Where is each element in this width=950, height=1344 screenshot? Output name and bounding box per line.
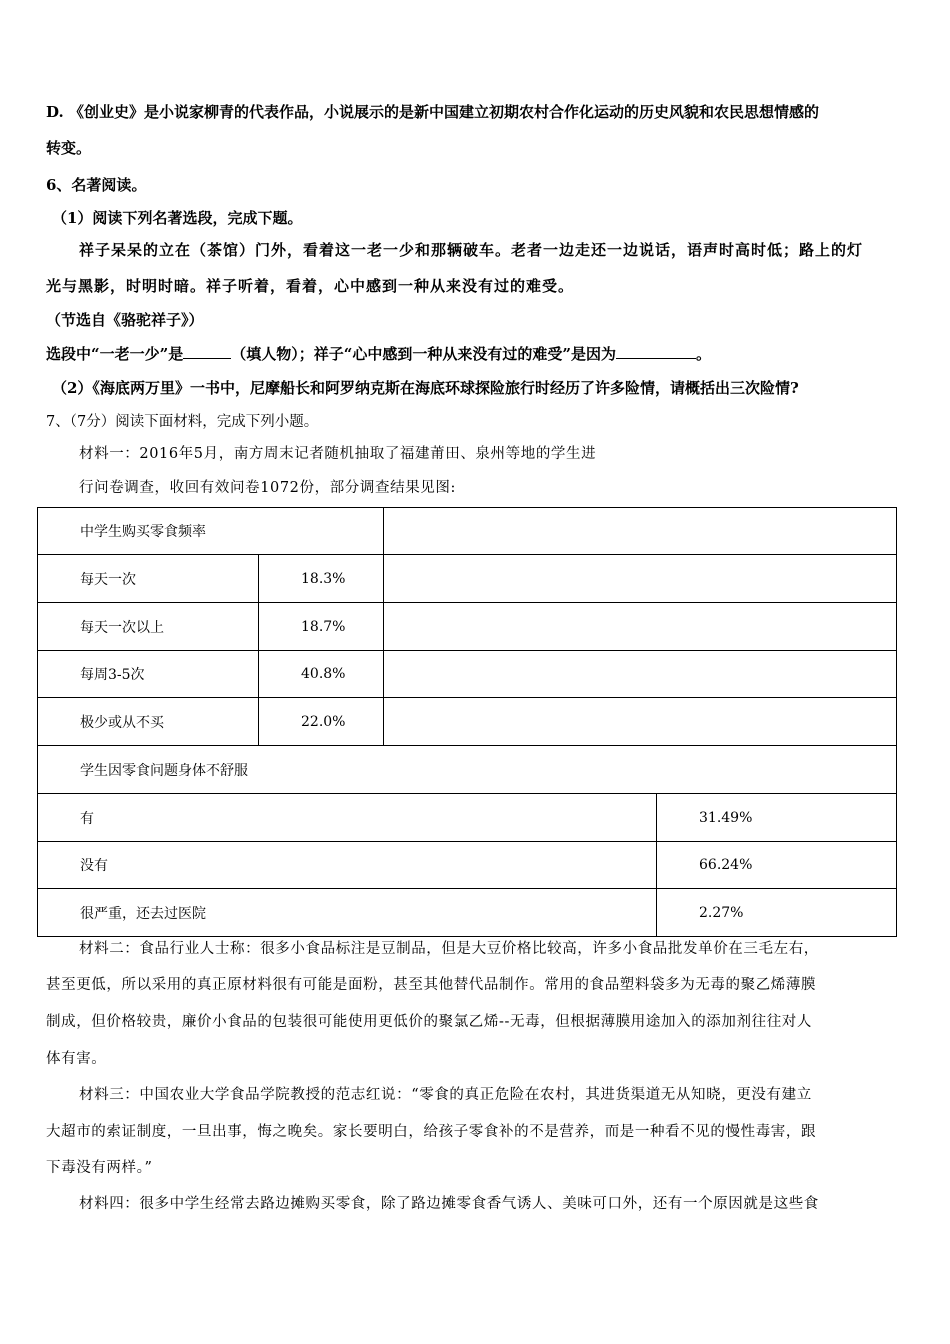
row-label: 很严重，还去过医院 <box>38 889 657 937</box>
q6-question-end: 。 <box>696 345 712 363</box>
option-d-continuation: 转变。 <box>46 139 92 157</box>
answer-blank-1[interactable] <box>183 344 231 359</box>
row-value: 66.24% <box>657 842 897 889</box>
row-label: 每天一次 <box>38 555 259 603</box>
table1-title: 中学生购买零食频率 <box>38 508 384 555</box>
answer-blank-2[interactable] <box>616 344 696 359</box>
row-label: 极少或从不买 <box>38 698 259 746</box>
q6-excerpt-line2: 光与黑影，时明时暗。祥子听着，看着，心中感到一种从来没有过的难受。 <box>46 277 575 295</box>
table-row <box>38 889 897 937</box>
q6-part2: （2）《海底两万里》一书中，尼摩船长和阿罗纳克斯在海底环球探险旅行时经历了许多险情，请概括出三次险情? <box>52 379 799 397</box>
row-label: 每天一次以上 <box>38 603 259 651</box>
material1-line1: 材料一：2016年5月，南方周末记者随机抽取了福建莆田、泉州等地的学生进 <box>79 446 597 462</box>
row-value: 18.7% <box>259 603 384 651</box>
material1-line2: 行问卷调查，收回有效问卷1072份，部分调查结果见图: <box>79 480 456 496</box>
table1-empty-cell <box>384 508 897 555</box>
q6-part1-heading: （1）阅读下列名著选段，完成下题。 <box>52 209 303 227</box>
material3-line3: 下毒没有两样。” <box>46 1160 153 1176</box>
table-row <box>38 698 897 746</box>
q6-question-part-b: （填人物）；祥子“心中感到一种从来没有过的难受”是因为 <box>231 345 617 363</box>
row-label: 没有 <box>38 842 657 889</box>
table-row <box>38 651 897 698</box>
table-row <box>38 842 897 889</box>
q6-heading: 6、名著阅读。 <box>46 176 147 194</box>
row-value: 40.8% <box>259 651 384 698</box>
row-label: 有 <box>38 794 657 842</box>
material2-line3: 制成，但价格较贵，廉价小食品的包装很可能使用更低价的聚氯乙烯--无毒，但根据薄膜用途加入的添加剂往往对人 <box>46 1014 812 1030</box>
q6-excerpt-line1: 祥子呆呆的立在（茶馆）门外，看着这一老一少和那辆破车。老者一边走还一边说话，语声时高时低；路上的灯 <box>79 241 864 259</box>
option-d <box>46 102 819 122</box>
row-label: 每周3-5次 <box>38 651 259 698</box>
material3-line1: 材料三：中国农业大学食品学院教授的范志红说：“零食的真正危险在农村，其进货渠道无从知晓，更没有建立 <box>79 1087 812 1103</box>
q6-fill-question <box>46 344 711 364</box>
option-d-label: D. <box>46 103 64 121</box>
material2-line4: 体有害。 <box>46 1051 107 1067</box>
table-row <box>38 794 897 842</box>
table-row <box>38 603 897 651</box>
q6-source: （节选自《骆驼祥子》） <box>46 311 204 329</box>
q6-question-part-a: 选段中“一老一少”是 <box>46 345 184 363</box>
material3-line2: 大超市的索证制度，一旦出事，悔之晚矣。家长要明白，给孩子零食补的不是营养，而是一种看不见的慢性毒害，跟 <box>46 1124 817 1140</box>
q7-heading: 7、（7分）阅读下面材料，完成下列小题。 <box>46 414 319 430</box>
table2-title: 学生因零食问题身体不舒服 <box>38 746 897 794</box>
row-value: 22.0% <box>259 698 384 746</box>
material2-line1: 材料二：食品行业人士称：很多小食品标注是豆制品，但是大豆价格比较高，许多小食品批发单价在三毛左右， <box>79 941 819 957</box>
row-value: 18.3% <box>259 555 384 603</box>
table-row <box>38 555 897 603</box>
row-value: 31.49% <box>657 794 897 842</box>
row-value: 2.27% <box>657 889 897 937</box>
material4-line1: 材料四：很多中学生经常去路边摊购买零食，除了路边摊零食香气诱人、美味可口外，还有一个原因就是这些食 <box>79 1196 819 1212</box>
material2-line2: 甚至更低，所以采用的真正原材料很有可能是面粉，甚至其他替代品制作。常用的食品塑料袋多为无毒的聚乙烯薄膜 <box>46 977 817 993</box>
discomfort-table <box>37 745 897 937</box>
option-d-text: 《创业史》是小说家柳青的代表作品，小说展示的是新中国建立初期农村合作化运动的历史风貌和农民思想情感的 <box>68 103 819 121</box>
purchase-frequency-table <box>37 507 897 746</box>
